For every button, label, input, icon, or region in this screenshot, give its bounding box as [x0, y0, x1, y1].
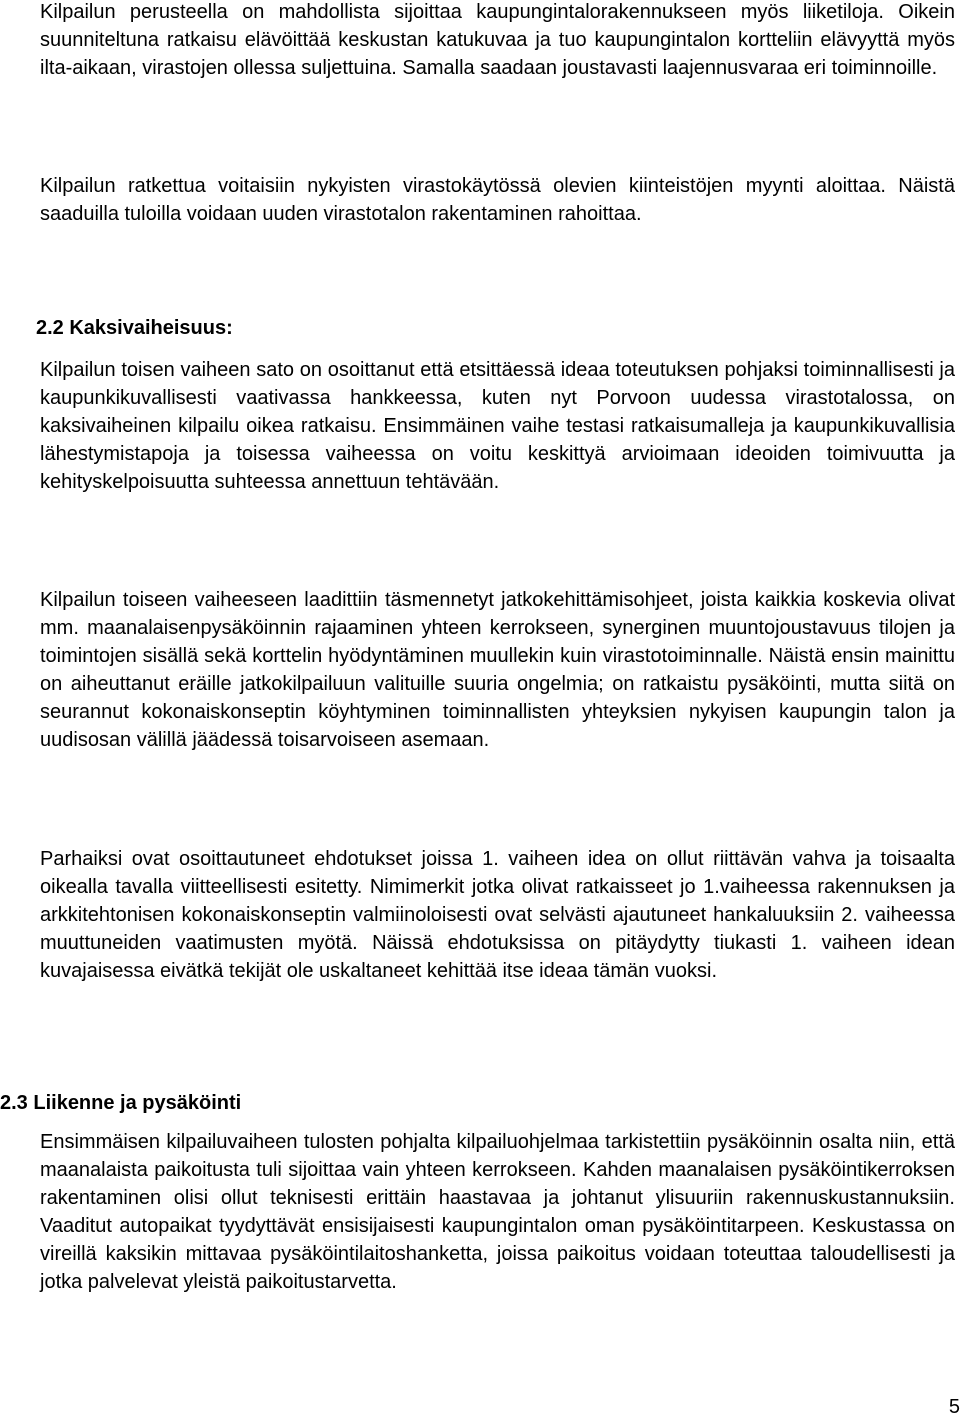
heading-two-phase: 2.2 Kaksivaiheisuus: [36, 317, 233, 339]
paragraph-property-sales: Kilpailun ratkettua voitaisiin nykyisten virastokäytössä olevien kiinteistöjen myynti aloittaa. Näistä saaduilla tuloilla voidaan uuden virastotalon rakentaminen rahoittaa. [40, 175, 955, 225]
heading-traffic-parking: 2.3 Liikenne ja pysäköinti [0, 1092, 242, 1114]
paragraph-best-proposals: Parhaiksi ovat osoittautuneet ehdotukset joissa 1. vaiheen idea on ollut riittävän vahva ja toisaalta oikealla tavalla viitteellisesti esitetty. Nimimerkit jotka olivat ratkaisseet jo 1.vaiheessa rakennuksen ja arkkitehtonisen kokonaiskonseptin valmiinoloisesti ovat selvästi ajautuneet hankaluuksiin 2. vaiheessa muuttuneiden vaatimusten myötä. Näissä ehdotuksissa on pitäydytty tiukasti 1. vaiheen idean kuvajaisessa eivätkä tekijät ole uskaltaneet kehittää itse ideaa tämän vuoksi. [40, 848, 955, 982]
paragraph-two-phase-result: Kilpailun toisen vaiheen sato on osoittanut että etsittäessä ideaa toteutuksen pohjaksi toiminnallisesti ja kaupunkikuvallisesti vaativassa hankkeessa, kuten nyt Porvoon uudessa virastotalossa, on kaksivaiheinen kilpailu oikea ratkaisu. Ensimmäinen vaihe testasi ratkaisumalleja ja kaupunkikuvallisia lähestymistapoja ja toisessa vaiheessa on voitu keskittyä arvioimaan ideoiden toimivuutta ja kehityskelpoisuutta suhteessa annettuun tehtävään. [40, 359, 955, 493]
paragraph-parking: Ensimmäisen kilpailuvaiheen tulosten pohjalta kilpailuohjelmaa tarkistettiin pysäköinnin osalta niin, että maanalaista paikoitusta tuli sijoittaa vain yhteen kerrokseen. Kahden maanalaisen pysäköintikerroksen rakentaminen olisi ollut teknisesti erittäin haastavaa ja johtanut ylisuuriin rakennuskustannuksiin. Vaaditut autopaikat tyydyttävät ensisijaisesti kaupungintalon oman pysäköintitarpeen. Keskustassa on vireillä kaksikin mittavaa pysäköintilaitoshanketta, joissa paikoitus voidaan toteuttaa taloudellisesti ja jotka palvelevat yleistä paikoitustarvetta. [40, 1131, 955, 1293]
paragraph-second-phase-guidelines: Kilpailun toiseen vaiheeseen laadittiin täsmennetyt jatkokehittämisohjeet, joista kaikkia koskevia olivat mm. maanalaisenpysäköinnin rajaaminen yhteen kerrokseen, synerginen muuntojoustavuus tilojen ja toimintojen sisällä sekä korttelin hyödyntäminen muullekin kuin virastotoiminnalle. Näistä ensin mainittu on aiheuttanut eräille jatkokilpailuun valituille suuria ongelmia; on ratkaistu pysäköinti, mutta siitä on seurannut kokonaiskonseptin köyhtyminen toiminnallisten yhteyksien nykyisen kaupungin talon ja uudisosan välillä jäädessä toisarvoiseen asemaan. [40, 589, 955, 751]
paragraph-commercial-space: Kilpailun perusteella on mahdollista sijoittaa kaupungintalorakennukseen myös liiketiloja. Oikein suunniteltuna ratkaisu elävöittää keskustan katukuvaa ja tuo kaupungintalon kortteliin elävyyttä myös ilta-aikaan, virastojen ollessa suljettuina. Samalla saadaan joustavasti laajennusvaraa eri toiminnoille. [40, 1, 955, 79]
page-number: 5 [948, 1396, 960, 1418]
